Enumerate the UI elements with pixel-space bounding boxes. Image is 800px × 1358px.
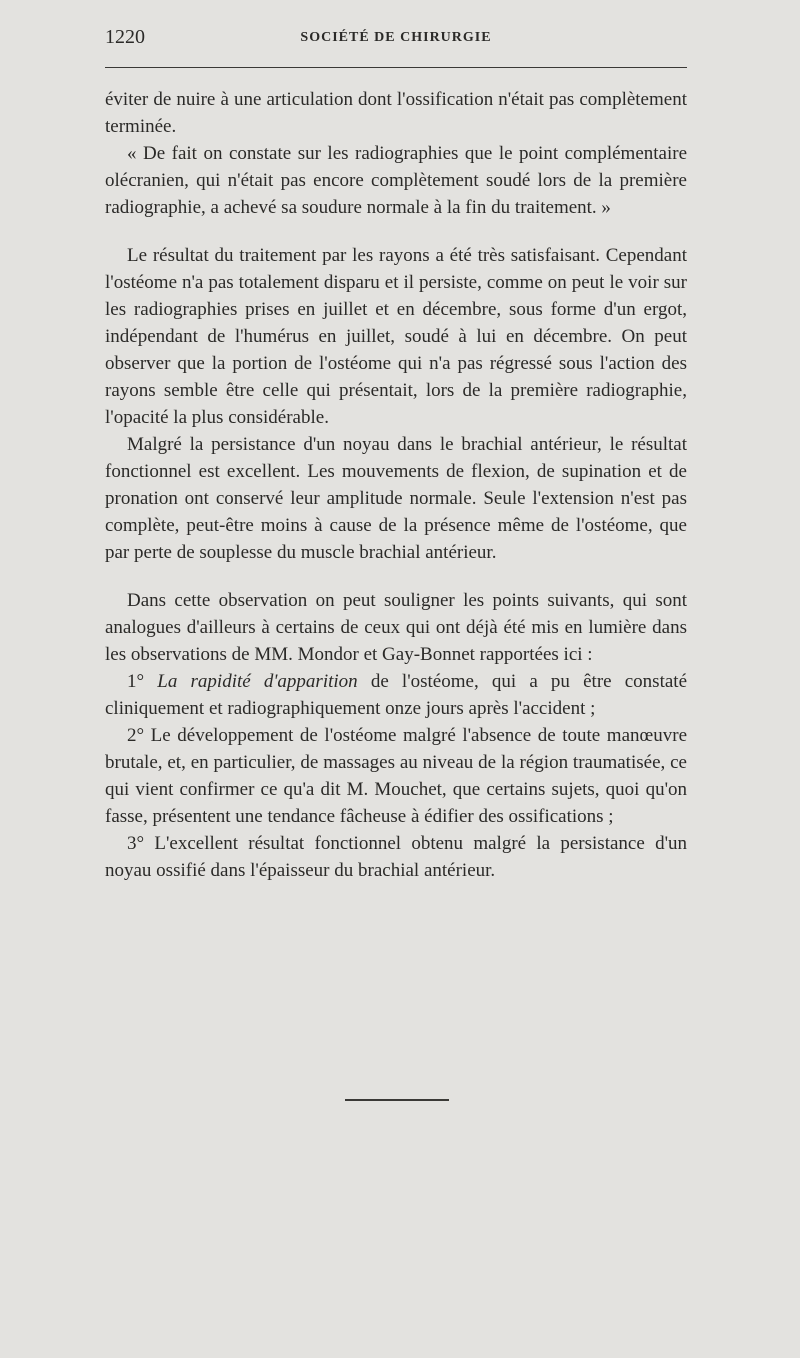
- paragraph-continuation: éviter de nuire à une articulation dont l'ossification n'était pas complètement terminée.: [105, 89, 687, 137]
- point-2: 2° Le développement de l'ostéome malgré l'absence de toute manœuvre brutale, et, en particulier, de massages au niveau de la région traumatisée, ce qui vient confirmer ce qu'a dit M. Mouchet, que certains sujets, quoi qu'on fasse, présentent une tendance fâcheuse à édifier des ossifications ;: [105, 725, 687, 827]
- page-number: 1220: [105, 26, 145, 48]
- body-text: [105, 86, 687, 884]
- paragraph-observation: Dans cette observation on peut souligner les points suivants, qui sont analogues d'ailleurs à certains de ceux qui ont déjà été mis en lumière dans les observations de MM. Mondor et Gay-Bonnet rapportées ici :: [105, 590, 687, 665]
- point-1: [105, 668, 687, 722]
- paragraph-function: Malgré la persistance d'un noyau dans le brachial antérieur, le résultat fonctionnel est excellent. Les mouvements de flexion, de supination et de pronation ont conservé leur amplitude normale. Seule l'extension n'est pas complète, peut-être moins à cause de la présence même de l'ostéome, que par perte de souplesse du muscle brachial antérieur.: [105, 434, 687, 563]
- end-rule: [345, 1099, 449, 1101]
- point-1-text: de l'ostéome, qui a pu être constaté cliniquement et radiographiquement onze jours après l'accident ;: [105, 671, 687, 719]
- point-1-number: 1°: [127, 671, 145, 692]
- running-title: SOCIÉTÉ DE CHIRURGIE: [300, 30, 492, 45]
- header-rule: [105, 67, 687, 68]
- point-1-emphasis: La rapidité d'apparition: [157, 671, 358, 692]
- page-header: [105, 26, 687, 54]
- paragraph-quote: « De fait on constate sur les radiographies que le point complémentaire olécranien, qui n'était pas encore complètement soudé lors de la première radiographie, a achevé sa soudure normale à la fin du traitement. »: [105, 143, 687, 218]
- point-3: 3° L'excellent résultat fonctionnel obtenu malgré la persistance d'un noyau ossifié dans l'épaisseur du brachial antérieur.: [105, 833, 687, 881]
- paragraph-result: Le résultat du traitement par les rayons a été très satisfaisant. Cependant l'ostéome n'a pas totalement disparu et il persiste, comme on peut le voir sur les radiographies prises en juillet et en décembre, sous forme d'un ergot, indépendant de l'humérus en juillet, soudé à lui en décembre. On peut observer que la portion de l'ostéome qui n'a pas régressé sous l'action des rayons semble être celle qui présentait, lors de la première radiographie, l'opacité la plus considérable.: [105, 245, 687, 428]
